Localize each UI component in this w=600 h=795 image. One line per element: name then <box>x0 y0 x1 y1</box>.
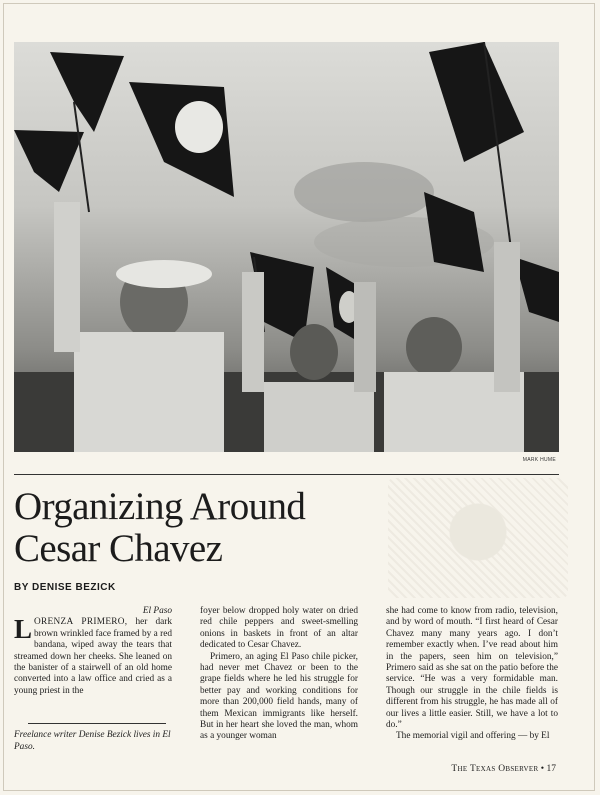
column-2 <box>200 606 358 743</box>
photo-illustration <box>14 42 559 452</box>
col3-paragraph-2: The memorial vigil and offering — by El <box>396 731 550 742</box>
column-3 <box>386 606 558 743</box>
faded-ad-watermark <box>388 478 568 598</box>
photo-credit: MARK HUME <box>522 457 556 463</box>
page-footer <box>451 764 556 774</box>
author-note: Freelance writer Denise Bezick lives in El Paso. <box>14 730 171 752</box>
byline: BY DENISE BEZICK <box>14 582 116 593</box>
lead-text: her dark brown wrinkled face framed by a red bandana, wiped away the tears that streamed down her cheeks. She leaned on the banister of a stairwell of an old home converted into a law office and cried as a young priest in the <box>14 617 172 696</box>
protest-flags-photo <box>14 42 559 452</box>
drop-cap: L <box>14 614 33 645</box>
author-note-rule <box>28 723 166 724</box>
lead-name: ORENZA PRIMERO, <box>34 617 128 628</box>
article-headline <box>14 486 374 570</box>
col2-paragraph-1: foyer below dropped holy water on dried red chile peppers and sweet-smelling onions in baskets in front of an altar dedicated to Cesar Chavez. <box>200 606 358 651</box>
dateline: El Paso <box>142 606 172 616</box>
col2-paragraph-2: Primero, an aging El Paso chile picker, had never met Chavez or been to the grape fields where he led his struggle for better pay and working conditions for more than 200,000 field hands, many of them Mexican immigrants like herself. But in her heart she loved the man, whom as a younger woman <box>200 651 358 742</box>
headline-line-1: Organizing Around <box>14 485 306 528</box>
headline-rule <box>14 474 559 475</box>
footer-separator: • <box>540 764 545 774</box>
headline-line-2: Cesar Chavez <box>14 527 223 570</box>
page-number: 17 <box>546 764 556 774</box>
col3-paragraph-1: she had come to know from radio, television, and by word of mouth. “I first heard of Cesar Chavez many many years ago. I don’t remember exactly when. I’ve read about him in the papers, seen him on television,” Primero said as she sat on the patio before the service. “He was a very formidable man. Though our struggle in the chile fields is different from his struggle, he has made all of our lives a little easier. Still, we have a lot to do.” <box>386 606 558 731</box>
publication-name: The Texas Observer <box>451 764 539 774</box>
lead-paragraph <box>14 614 172 697</box>
column-1 <box>14 606 172 753</box>
